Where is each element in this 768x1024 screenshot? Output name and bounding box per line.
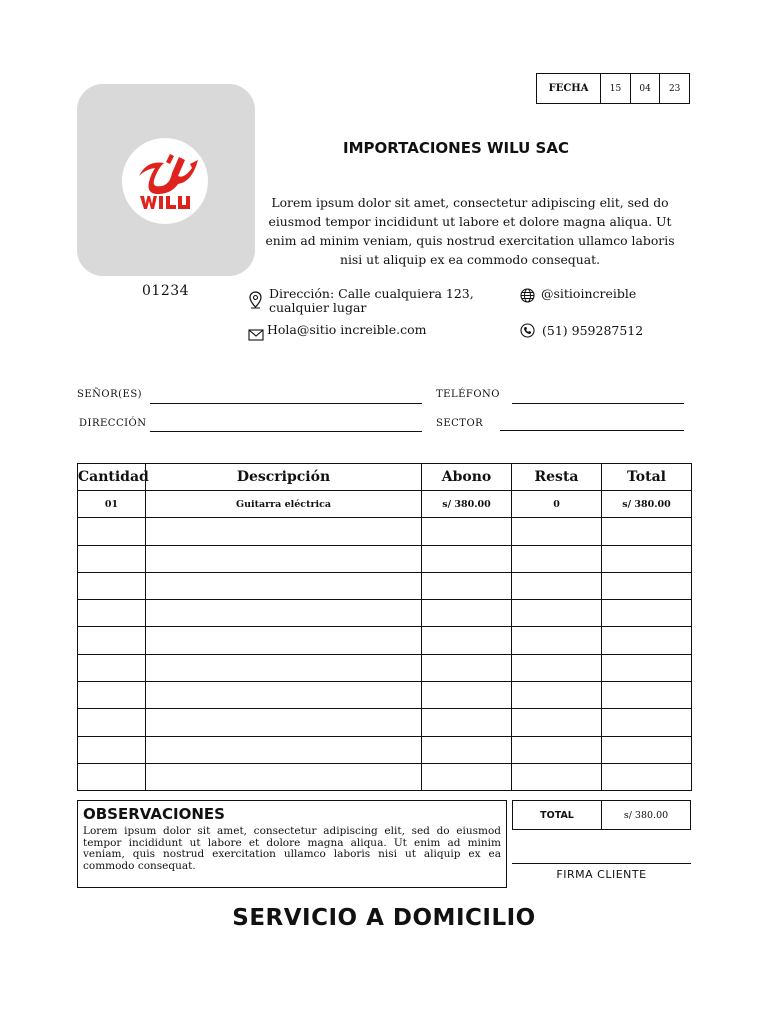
column-header-total: Total <box>602 464 692 491</box>
table-cell <box>602 763 692 790</box>
document-number: 01234 <box>142 283 190 299</box>
table-cell <box>512 627 602 654</box>
table-cell <box>422 763 512 790</box>
table-cell <box>602 709 692 736</box>
sector-label: SECTOR <box>436 418 484 429</box>
table-cell <box>512 763 602 790</box>
phone-text: (51) 959287512 <box>542 323 644 338</box>
table-cell <box>146 654 422 681</box>
mail-icon <box>248 326 264 345</box>
column-header-abono: Abono <box>422 464 512 491</box>
table-header-row <box>78 464 692 491</box>
table-cell <box>422 545 512 572</box>
date-label: FECHA <box>548 83 589 94</box>
table-row <box>78 572 692 599</box>
items-table <box>77 463 692 791</box>
table-cell <box>422 518 512 545</box>
table-cell: s/ 380.00 <box>422 491 512 518</box>
table-cell <box>602 736 692 763</box>
table-cell <box>146 763 422 790</box>
sector-field[interactable] <box>500 430 684 431</box>
table-row <box>78 600 692 627</box>
table-cell <box>146 627 422 654</box>
signature-label: FIRMA CLIENTE <box>556 868 647 881</box>
table-row <box>78 627 692 654</box>
company-description: Lorem ipsum dolor sit amet, consectetur adipiscing elit, sed do eiusmod tempor incididunt ut labore et dolore magna aliqua. Ut enim ad minim veniam, quis nostrud exercitation ullamco laboris nisi ut aliquip ex ea commodo consequat. <box>265 195 675 267</box>
observations-text: Lorem ipsum dolor sit amet, consectetur adipiscing elit, sed do eiusmod tempor incididunt ut labore et dolore magna aliqua. Ut enim ad minim veniam, quis nostrud exercitation ullamco laboris nisi ut aliquip ex ea commodo consequat. <box>83 825 501 872</box>
date-box <box>536 73 690 104</box>
address-line-1: Dirección: Calle cualquiera 123, <box>269 286 474 301</box>
email-text: Hola@sitio increible.com <box>267 322 427 337</box>
wilu-logo-icon <box>122 138 208 224</box>
table-cell <box>512 736 602 763</box>
address-line-2: cualquier lugar <box>269 300 367 315</box>
table-cell <box>146 736 422 763</box>
table-cell: 0 <box>512 491 602 518</box>
observations-title: OBSERVACIONES <box>83 805 225 823</box>
table-cell <box>146 709 422 736</box>
table-cell <box>512 518 602 545</box>
table-row <box>78 682 692 709</box>
total-box <box>512 800 691 830</box>
total-label: TOTAL <box>513 801 602 829</box>
telefono-field[interactable] <box>512 403 684 404</box>
table-cell <box>78 709 146 736</box>
table-cell <box>422 654 512 681</box>
table-cell <box>602 682 692 709</box>
table-cell <box>602 627 692 654</box>
table-cell <box>78 682 146 709</box>
table-cell <box>512 682 602 709</box>
observations-box <box>77 800 507 888</box>
footer-title: SERVICIO A DOMICILIO <box>232 905 536 931</box>
table-cell <box>512 572 602 599</box>
table-cell <box>78 627 146 654</box>
globe-icon <box>520 288 535 307</box>
table-row <box>78 709 692 736</box>
column-header-resta: Resta <box>512 464 602 491</box>
date-month: 04 <box>630 74 660 103</box>
table-cell <box>422 600 512 627</box>
column-header-cantidad: Cantidad <box>78 464 146 491</box>
table-cell <box>78 654 146 681</box>
table-row <box>78 654 692 681</box>
table-cell <box>512 709 602 736</box>
table-cell <box>78 600 146 627</box>
table-cell <box>78 545 146 572</box>
table-cell <box>146 600 422 627</box>
table-row <box>78 545 692 572</box>
table-row <box>78 763 692 790</box>
phone-icon <box>520 323 535 342</box>
table-cell <box>78 763 146 790</box>
table-cell <box>146 572 422 599</box>
table-cell <box>512 654 602 681</box>
table-cell <box>146 545 422 572</box>
senores-label: SEÑOR(ES) <box>77 389 143 400</box>
direccion-label: DIRECCIÓN <box>79 418 147 429</box>
senores-field[interactable] <box>150 403 422 404</box>
company-name: IMPORTACIONES WILU SAC <box>343 139 569 157</box>
table-row <box>78 736 692 763</box>
table-cell <box>512 600 602 627</box>
table-row <box>78 518 692 545</box>
telefono-label: TELÉFONO <box>436 389 500 400</box>
direccion-field[interactable] <box>150 431 422 432</box>
table-cell <box>422 709 512 736</box>
table-cell <box>78 518 146 545</box>
table-cell <box>602 572 692 599</box>
table-cell <box>78 736 146 763</box>
signature-line[interactable] <box>512 863 691 864</box>
table-cell <box>422 627 512 654</box>
table-cell <box>602 518 692 545</box>
table-cell <box>512 545 602 572</box>
table-cell <box>602 600 692 627</box>
wilu-logo <box>122 138 208 224</box>
social-handle: @sitioincreible <box>541 286 637 301</box>
table-cell: 01 <box>78 491 146 518</box>
table-cell <box>146 518 422 545</box>
table-row <box>78 491 692 518</box>
table-cell: s/ 380.00 <box>602 491 692 518</box>
date-day: 15 <box>600 74 630 103</box>
table-cell <box>602 545 692 572</box>
location-pin-icon <box>249 291 262 313</box>
table-cell <box>422 682 512 709</box>
table-cell <box>146 682 422 709</box>
column-header-descripcion: Descripción <box>146 464 422 491</box>
table-cell <box>602 654 692 681</box>
total-value: s/ 380.00 <box>623 809 669 821</box>
table-cell <box>422 736 512 763</box>
table-cell <box>422 572 512 599</box>
date-year: 23 <box>659 74 689 103</box>
table-cell <box>78 572 146 599</box>
table-cell: Guitarra eléctrica <box>146 491 422 518</box>
